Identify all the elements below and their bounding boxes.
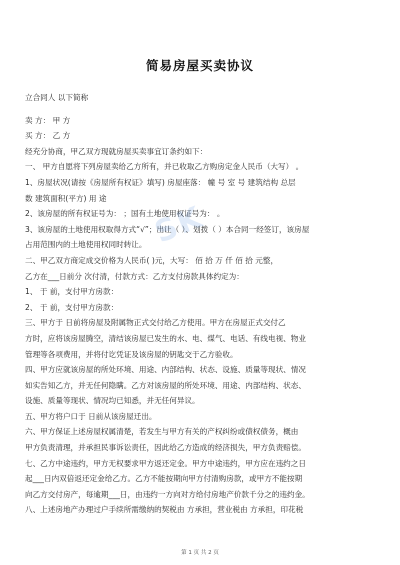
text-line: 四、甲方应就该房屋的所处环境、用途、内部结构、状态、设施、质量等现状、情况 [25,365,306,375]
text-line: 一、 甲方自愿将下列房屋卖给乙方所有，并已收取乙方购房定金人民币（大写） 。 [25,162,304,172]
text-line: 三、甲方于 日前将房屋及附属物正式交付给乙方使用。甲方在房屋正式交付乙 [25,318,286,328]
text-line: 二、甲乙双方商定成交价格为人民币( )元，大写： 佰 拾 万 仟 佰 拾 元整， [25,255,279,265]
text-line: 立合同人 以下简称 [25,93,89,102]
text-line: 1、房屋状况(请按《房屋所有权证》填写) 房屋座落： 幢 号 室 号 建筑结构 总层 [25,177,296,187]
document-body [25,90,375,518]
text-line: 八、上述房地产办理过户手续所需缴纳的契税由 方承担，营业税由 方承担，印花税 [25,505,304,515]
spacer [25,106,375,113]
text-line: 2、该房屋的所有权证号为： ；国有土地使用权证号为： 。 [25,209,225,219]
text-line: 占用范围内的土地使用权同时转让。 [25,240,147,250]
text-line: 如实告知乙方，并无任何隐瞒。乙方对该房屋的所处环境、用途、内部结构、状态、 [25,380,306,390]
watermark: SK [150,199,209,251]
text-line: 甲方负责清理，并承担民事诉讼责任，因此给乙方造成的经济损失，甲方负责赔偿。 [25,443,306,453]
text-line: 数 建筑面积(平方) 用 途 [25,193,107,203]
text-line: 起___日内双倍返还定金给乙方。乙方不能按期向甲方付清购房款，或甲方不能按期 [25,474,303,484]
text-line: 1、 于 前，支付甲方房款： [25,287,119,297]
text-line: 买 方： 乙 方 [25,131,71,141]
text-line: 七、乙方中途违约，甲方无权要求甲方返还定金。甲方中途违约，甲方应在违约之日 [25,458,306,468]
text-line: 管理等各项费用，并将付讫凭证及该房屋的钥匙交于乙方验收。 [25,349,238,359]
text-line: 经充分协商，甲乙双方现就房屋买卖事宜订条约如下： [25,146,208,156]
text-line: 设施、质量等现状、情况均已知悉，并无任何异议。 [25,396,200,406]
text-line: 3、该房屋的土地使用权取得方式“√”；出让（ ）、划拨（ ）本合同一经签订，该房屋 [25,224,310,234]
document-title: 简易房屋买卖协议 [145,58,254,73]
page-footer: 第 1 页 共 2 页 [181,550,219,556]
text-line: 卖 方： 甲 方 [25,115,71,125]
text-line: 六、甲方保证上述房屋权属清楚，若发生与甲方有关的产权纠纷或债权债务，概由 [25,427,299,437]
text-line: 2、 于 前，支付甲方房款： [25,302,119,312]
text-line: 方时，应将该房屋腾空，清结该房屋已发生的水、电、煤气、电话、有线电视、物业 [25,333,306,343]
text-line: 向乙方交付房产，每逾期___日，由违约一方向对方给付房地产价款千分之的违约金。 [25,489,310,499]
text-line: 五、甲方将户口于 日前从该房屋迁出。 [25,411,157,421]
text-line: 乙方在___日前分 次付清，付款方式：乙方支付房款具体约定为： [25,271,244,281]
